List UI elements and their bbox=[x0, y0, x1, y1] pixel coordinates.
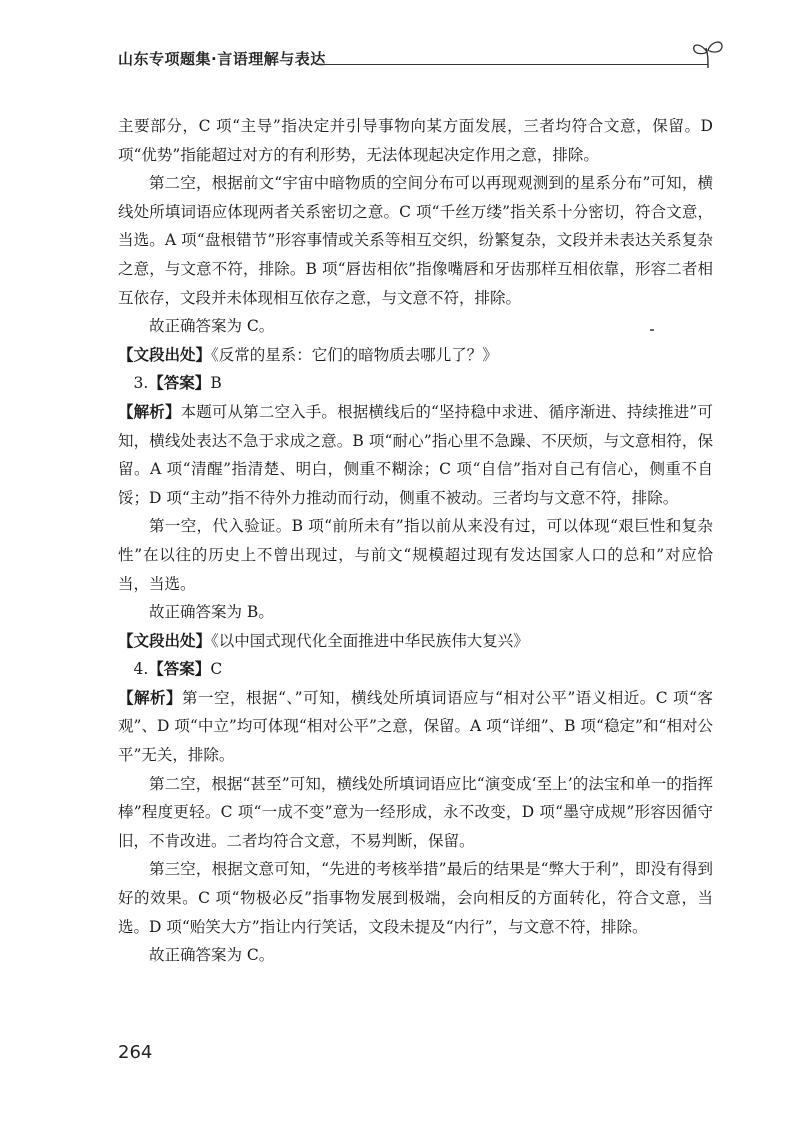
analysis-paragraph bbox=[118, 398, 713, 512]
leaf-sprout-icon bbox=[690, 38, 726, 70]
answer-label: 【答案】 bbox=[148, 659, 211, 679]
running-header bbox=[118, 46, 718, 76]
analysis-label: 【解析】 bbox=[118, 401, 181, 421]
header-title: 山东专项题集·言语理解与表达 bbox=[118, 50, 326, 68]
source-title: 《反常的星系：它们的暗物质去哪儿了？》 bbox=[211, 345, 498, 364]
source-label: 【文段出处】 bbox=[118, 630, 212, 650]
conclusion: 故正确答案为 C。 bbox=[149, 946, 275, 965]
analysis-text: 本题可从第二空入手。根据横线后的“坚持稳中求进、循序渐进、持续推进”可知，横线处表达不急于求成之意。B 项“耐心”指心里不急躁、不厌烦，与文意相符，保留。A 项“清醒”指清楚、明白，侧重不糊涂；C 项“自信”指对自己有信心，侧重不自馁；D 项“主动”指不待外力推动而行动，侧重不被动。三者均与文意不符，排除。 bbox=[118, 402, 713, 507]
analysis-paragraph bbox=[118, 684, 713, 770]
analysis-text: 第一空，根据“、”可知，横线处所填词语应与“相对公平”语义相近。C 项“客观”、D 项“中立”均可体现“相对公平”之意，保留。A 项“详细”、B 项“稳定”和“相对公平”无关，排除。 bbox=[118, 688, 713, 765]
paragraph: 第三空，根据文意可知，“先进的考核举措”最后的结果是“弊大于利”，即没有得到好的效果。C 项“物极必反”指事物发展到极端，会向相反的方面转化，符合文意，当选。D 项“贻笑大方”指让内行笑话，文段未提及“内行”，与文意不符，排除。 bbox=[118, 860, 713, 936]
source-line bbox=[118, 627, 713, 656]
source-line bbox=[118, 341, 713, 370]
page-body bbox=[118, 112, 713, 970]
paragraph: 第一空，代入验证。B 项“前所未有”指以前从来没有过，可以体现“艰巨性和复杂性”在以往的历史上不曾出现过，与前文“规模超过现有发达国家人口的总和”对应恰当，当选。 bbox=[118, 517, 713, 593]
analysis-label: 【解析】 bbox=[118, 687, 182, 707]
answer-label: 【答案】 bbox=[148, 373, 211, 393]
header-rule bbox=[318, 64, 708, 65]
answer-value: C bbox=[210, 660, 223, 679]
paragraph: 主要部分，C 项“主导”指决定并引导事物向某方面发展，三者均符合文意，保留。D 项“优势”指能超过对方的有利形势，无法体现起决定作用之意，排除。 bbox=[118, 117, 713, 164]
paragraph: 第二空，根据“甚至”可知，横线处所填词语应比“演变成‘至上’的法宝和单一的指挥棒”程度更轻。C 项“一成不变”意为一经形成，永不改变，D 项“墨守成规”形容因循守旧，不肯改进。二者均符合文意，不易判断，保留。 bbox=[118, 774, 713, 850]
paragraph: 第二空，根据前文“宇宙中暗物质的空间分布可以再现观测到的星系分布”可知，横线处所填词语应体现两者关系密切之意。C 项“千丝万缕”指关系十分密切，符合文意，当选。A 项“盘根错节”形容事情或关系等相互交织，纷繁复杂，文段并未表达关系复杂之意，与文意不符，排除。B 项“唇齿相依”指像嘴唇和牙齿那样互相依靠，形容二者相互依存，文段并未体现相互依存之意，与文意不符，排除。 bbox=[118, 174, 713, 307]
question-number: 4. bbox=[133, 660, 149, 679]
answer-value: B bbox=[210, 374, 222, 393]
answer-line bbox=[118, 369, 713, 398]
page-number: 264 bbox=[118, 1042, 153, 1063]
source-title: 《以中国式现代化全面推进中华民族伟大复兴》 bbox=[211, 631, 529, 650]
conclusion: 故正确答案为 C。 bbox=[149, 317, 275, 336]
question-number: 3. bbox=[133, 374, 149, 393]
conclusion: 故正确答案为 B。 bbox=[149, 603, 274, 622]
source-label: 【文段出处】 bbox=[118, 344, 212, 364]
answer-line bbox=[118, 655, 713, 684]
